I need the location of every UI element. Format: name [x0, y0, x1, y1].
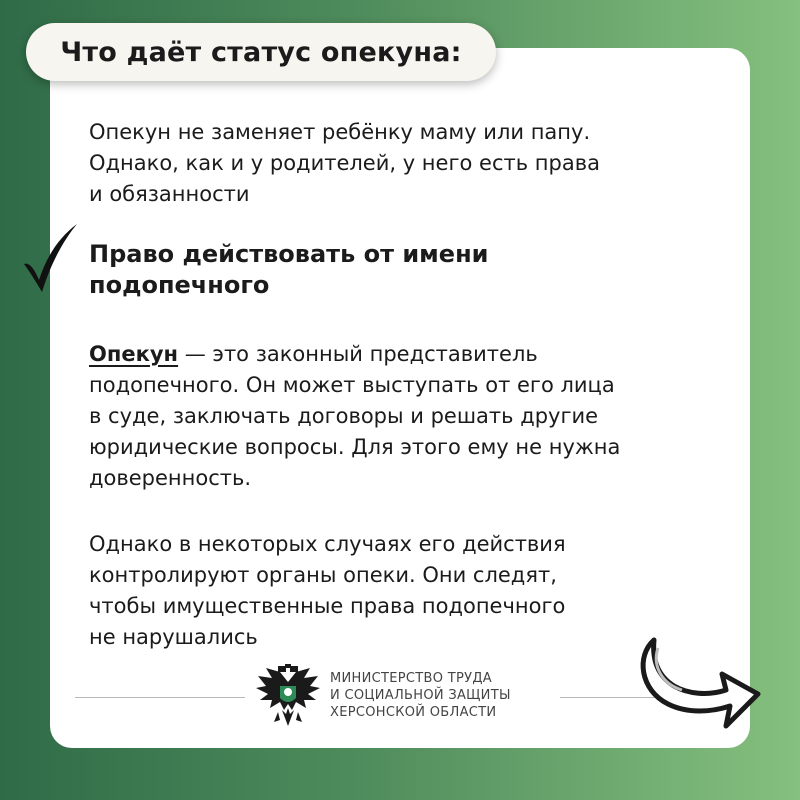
intro-line: Опекун не заменяет ребёнку маму или папу.: [89, 120, 591, 144]
note-line: не нарушались: [89, 625, 258, 649]
term-opekun: Опекун: [89, 342, 179, 366]
intro-paragraph: [89, 117, 729, 210]
definition-first-line: [89, 339, 729, 370]
curved-arrow-next-icon[interactable]: [634, 628, 764, 740]
section-heading: [89, 239, 689, 301]
note-line: Однако в некоторых случаях его действия: [89, 532, 566, 556]
intro-line: и обязанности: [89, 182, 250, 206]
footer-divider-left: [75, 697, 245, 698]
note-line: чтобы имущественные права подопечного: [89, 594, 566, 618]
ministry-line: ХЕРСОНСКОЙ ОБЛАСТИ: [330, 705, 497, 720]
definition-line: подопечного. Он может выступать от его лица: [89, 373, 615, 397]
note-line: контролируют органы опеки. Они следят,: [89, 563, 557, 587]
definition-line: доверенность.: [89, 466, 252, 490]
ministry-line: МИНИСТЕРСТВО ТРУДА: [330, 671, 492, 686]
ministry-line: И СОЦИАЛЬНОЙ ЗАЩИТЫ: [330, 688, 511, 703]
coat-of-arms-emblem: [256, 664, 320, 732]
heading-line: подопечного: [89, 271, 270, 299]
heading-line: Право действовать от имени: [89, 240, 489, 268]
note-paragraph: [89, 529, 729, 653]
definition-first-line-rest: — это законный представитель: [178, 342, 538, 366]
intro-line: Однако, как и у родителей, у него есть права: [89, 151, 600, 175]
checkmark-icon: [20, 222, 80, 294]
definition-line: в суде, заключать договоры и решать другие: [89, 404, 599, 428]
definition-paragraph: [89, 339, 729, 494]
ministry-name: [330, 670, 511, 721]
page-title: Что даёт статус опекуна:: [26, 23, 496, 81]
definition-line: юридические вопросы. Для этого ему не нужна: [89, 435, 621, 459]
